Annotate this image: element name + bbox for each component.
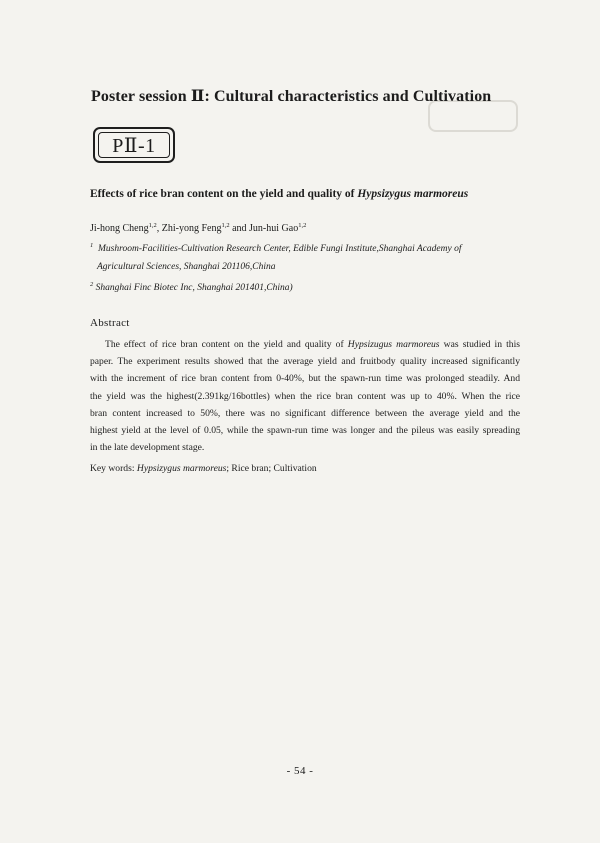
poster-code: PⅡ-1	[98, 132, 170, 158]
affiliation-text: Agricultural Sciences, Shanghai 201106,China	[97, 262, 276, 272]
affiliation-number: 1	[90, 242, 94, 249]
keywords-species: Hypsizygus marmoreus	[136, 463, 227, 474]
author-list	[90, 222, 306, 234]
abstract-body	[90, 336, 520, 456]
author-separator: and	[229, 223, 250, 234]
abstract-line: paper. The experiment results showed that the average yield and fruitbody quality increased significantly	[90, 356, 520, 368]
author-name: Jun-hui Gao	[249, 223, 299, 234]
page-number: - 54 -	[286, 765, 314, 777]
abstract-line: highest yield at the level of 0.05, while the spawn-run time was longer and the pileus was easily spreading	[90, 425, 520, 437]
abstract-line: in the late development stage.	[90, 442, 205, 454]
paper-title-species: Hypsizygus marmoreus	[357, 188, 469, 200]
affiliation-text: Shanghai Finc Biotec Inc, Shanghai 201401,China)	[95, 283, 293, 293]
abstract-line: with the increment of rice bran content from 0-40%, but the spawn-run time was prolonged steadily. And	[90, 373, 520, 385]
author-name: Ji-hong Cheng	[90, 223, 149, 234]
poster-code-box	[93, 127, 175, 163]
affiliation-1-continued	[97, 262, 275, 272]
abstract-text: The effect of rice bran content on the yield and quality of	[105, 339, 348, 350]
author-affiliation-marker: 1,2	[148, 222, 157, 229]
author-affiliation-marker: 1,2	[298, 222, 307, 229]
keywords	[90, 463, 317, 474]
author-name: Zhi-yong Feng	[161, 223, 222, 234]
affiliation-text: Mushroom-Facilities-Cultivation Research Center, Edible Fungi Institute,Shanghai Academy of	[98, 244, 462, 254]
abstract-line: the yield was the highest(2.391kg/16bottles) when the rice bran content was up to 40%. When the rice	[90, 390, 520, 402]
author-affiliation-marker: 1,2	[221, 222, 230, 229]
abstract-species: Hypsizugus marmoreus	[347, 339, 440, 350]
affiliation-2	[90, 281, 293, 293]
affiliation-number: 2	[90, 281, 94, 288]
abstract-text: was studied in this	[439, 339, 520, 350]
abstract-line	[90, 336, 520, 353]
keywords-label: Key words:	[90, 463, 137, 474]
author-separator: ,	[156, 223, 162, 234]
affiliation-1	[90, 242, 462, 254]
abstract-line: bran content increased to 50%, there was no significant difference between the average yield and the	[90, 407, 520, 419]
paper-title	[90, 188, 468, 200]
abstract-heading: Abstract	[90, 317, 130, 329]
paper-title-text: Effects of rice bran content on the yield and quality of	[90, 188, 358, 200]
session-title: Poster session Ⅱ: Cultural characteristics and Cultivation	[91, 88, 492, 105]
keywords-rest: ; Rice bran; Cultivation	[226, 463, 317, 474]
